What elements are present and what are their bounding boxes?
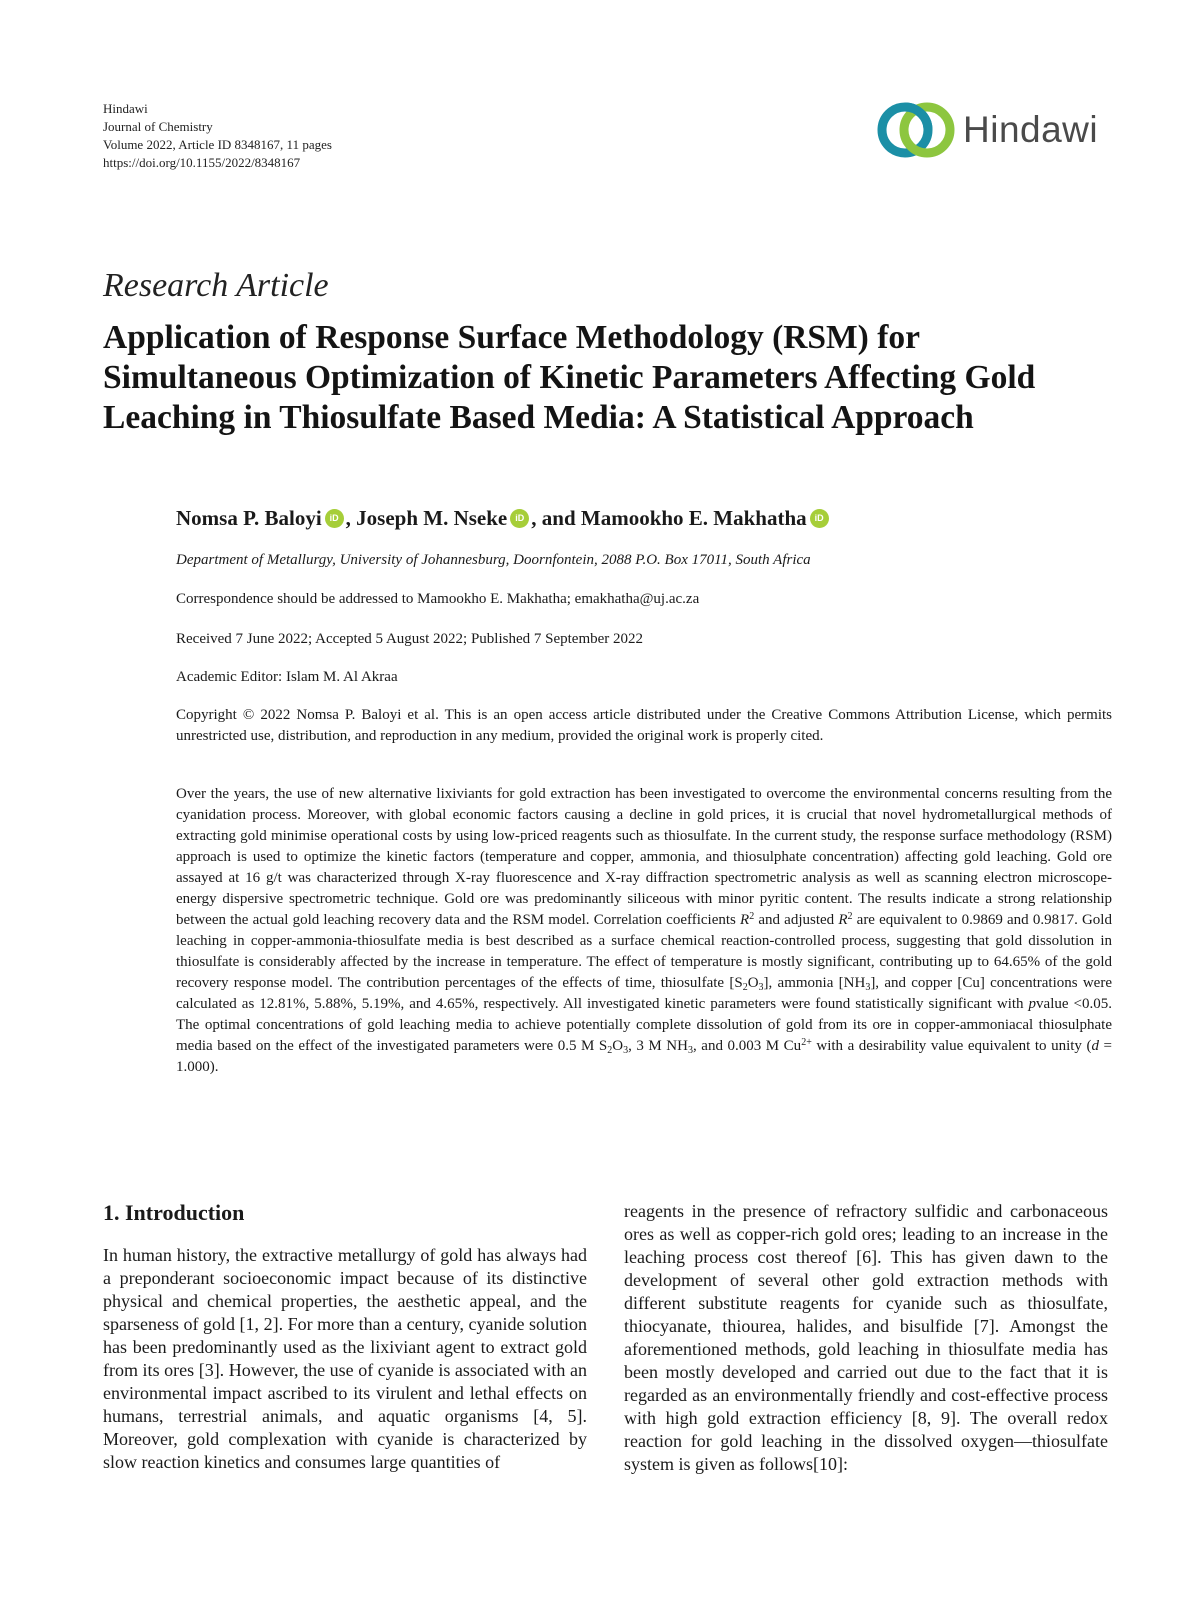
abstract: Over the years, the use of new alternative lixiviants for gold extraction has been investigated to overcome the environmental concerns resulting from the cyanidation process. Moreover, with global economic factors causing a decline in gold prices, it is crucial that novel hydrometallurgical methods of extracting gold minimise operational costs by using low-priced reagents such as thiosulfate. In the current study, the response surface methodology (RSM) approach is used to optimize the kinetic factors (temperature and copper, ammonia, and thiosulphate concentration) affecting gold leaching. Gold ore assayed at 16 g/t was characterized through X-ray fluorescence and X-ray diffraction spectrometric analysis as well as scanning electron microscope-energy dispersive spectrometric technique. Gold ore was predominantly siliceous with minor pyritic content. The results indicate a strong relationship between the actual gold leaching recovery data and the RSM model. Correlation coefficients $R^2$ and adjusted $R^2$ are equivalent to 0.9869 and 0.9817. Gold leaching in copper-ammonia-thiosulfate media is best described as a surface chemical reaction-controlled process, suggesting that gold dissolution in thiosulfate is considerably affected by the increase in temperature. The effect of temperature is mostly significant, contributing up to 64.65% of the gold recovery response model. The contribution percentages of the effects of time, thiosulfate $[S_2O_3]$, ammonia $[NH_3]$, and copper [Cu] concentrations were calculated as 12.81%, 5.88%, 5.19%, and 4.65%, respectively. All investigated kinetic parameters were found statistically significant with pvalue <0.05. The optimal concentrations of gold leaching media to achieve potentially complete dissolution of gold from its ore in copper-ammoniacal thiosulphate media based on the effect of the investigated parameters were 0.5 M $S_2O_3$, 3 M $NH_3$, and 0.003 M $Cu^{2+}$ with a desirability value equivalent to unity (d = 1.000).: [176, 786, 1112, 1075]
volume-info: Volume 2022, Article ID 8348167, 11 pages: [103, 137, 332, 152]
orcid-icon[interactable]: iD: [325, 509, 344, 528]
orcid-icon[interactable]: iD: [510, 509, 529, 528]
intro-paragraph-right: reagents in the presence of refractory sulfidic and carbonaceous ores as well as copper-rich gold ores; leading to an increase in the leaching process cost thereof [6]. This has given dawn to the development of several other gold extraction methods with different substitute reagents for cyanide such as thiosulfate, thiocyanate, thiourea, halides, and bisulfide [7]. Amongst the aforementioned methods, gold leaching in thiosulfate media has been mostly developed and carried out due to the fact that it is regarded as an environmentally friendly and cost-effective process with high gold extraction efficiency [8, 9]. The overall redox reaction for gold leaching in the dissolved oxygen—thiosulfate system is given as follows[10]:: [624, 1201, 1108, 1474]
title-line: Application of Response Surface Methodology (RSM) for: [103, 319, 920, 356]
doi-link[interactable]: https://doi.org/10.1155/2022/8348167: [103, 155, 301, 170]
correspondence: Correspondence should be addressed to Mamookho E. Makhatha; emakhatha@uj.ac.za: [176, 591, 700, 607]
author-name[interactable]: Mamookho E. Makhatha: [580, 506, 807, 530]
hindawi-logo-icon: [875, 99, 957, 161]
section-heading-introduction: 1. Introduction: [103, 1200, 245, 1225]
journal-meta: [103, 100, 332, 172]
logo-wordmark: Hindawi: [963, 109, 1099, 150]
title-line: Leaching in Thiosulfate Based Media: A Statistical Approach: [103, 399, 974, 436]
publisher-name: Hindawi: [103, 101, 148, 116]
author-name[interactable]: Nomsa P. Baloyi: [176, 506, 322, 530]
author-separator: ,: [345, 506, 357, 530]
article-type: Research Article: [103, 267, 329, 304]
hindawi-logo[interactable]: [875, 98, 1115, 162]
author-list: [176, 506, 831, 531]
publication-dates: Received 7 June 2022; Accepted 5 August 2022; Published 7 September 2022: [176, 631, 644, 647]
intro-paragraph-left: In human history, the extractive metallurgy of gold has always had a preponderant socioeconomic impact because of its distinctive physical and chemical properties, the aesthetic appeal, and the sparseness of gold [1, 2]. For more than a century, cyanide solution has been predominantly used as the lixiviant agent to extract gold from its ores [3]. However, the use of cyanide is associated with an environmental impact ascribed to its virulent and lethal effects on humans, terrestrial animals, and aquatic organisms [4, 5]. Moreover, gold complexation with cyanide is characterized by slow reaction kinetics and consumes large quantities of: [103, 1245, 587, 1472]
article-title: [103, 318, 1123, 438]
title-line: Simultaneous Optimization of Kinetic Parameters Affecting Gold: [103, 359, 1036, 396]
orcid-icon[interactable]: iD: [810, 509, 829, 528]
affiliation: Department of Metallurgy, University of Johannesburg, Doornfontein, 2088 P.O. Box 17011, South Africa: [176, 552, 811, 568]
journal-name: Journal of Chemistry: [103, 119, 213, 134]
author-separator: , and: [531, 506, 581, 530]
author-name[interactable]: Joseph M. Nseke: [356, 506, 508, 530]
academic-editor: Academic Editor: Islam M. Al Akraa: [176, 669, 398, 685]
copyright-notice: Copyright © 2022 Nomsa P. Baloyi et al. This is an open access article distributed under the Creative Commons Attribution License, which permits unrestricted use, distribution, and reproduction in any medium, provided the original work is properly cited.: [176, 707, 1112, 744]
